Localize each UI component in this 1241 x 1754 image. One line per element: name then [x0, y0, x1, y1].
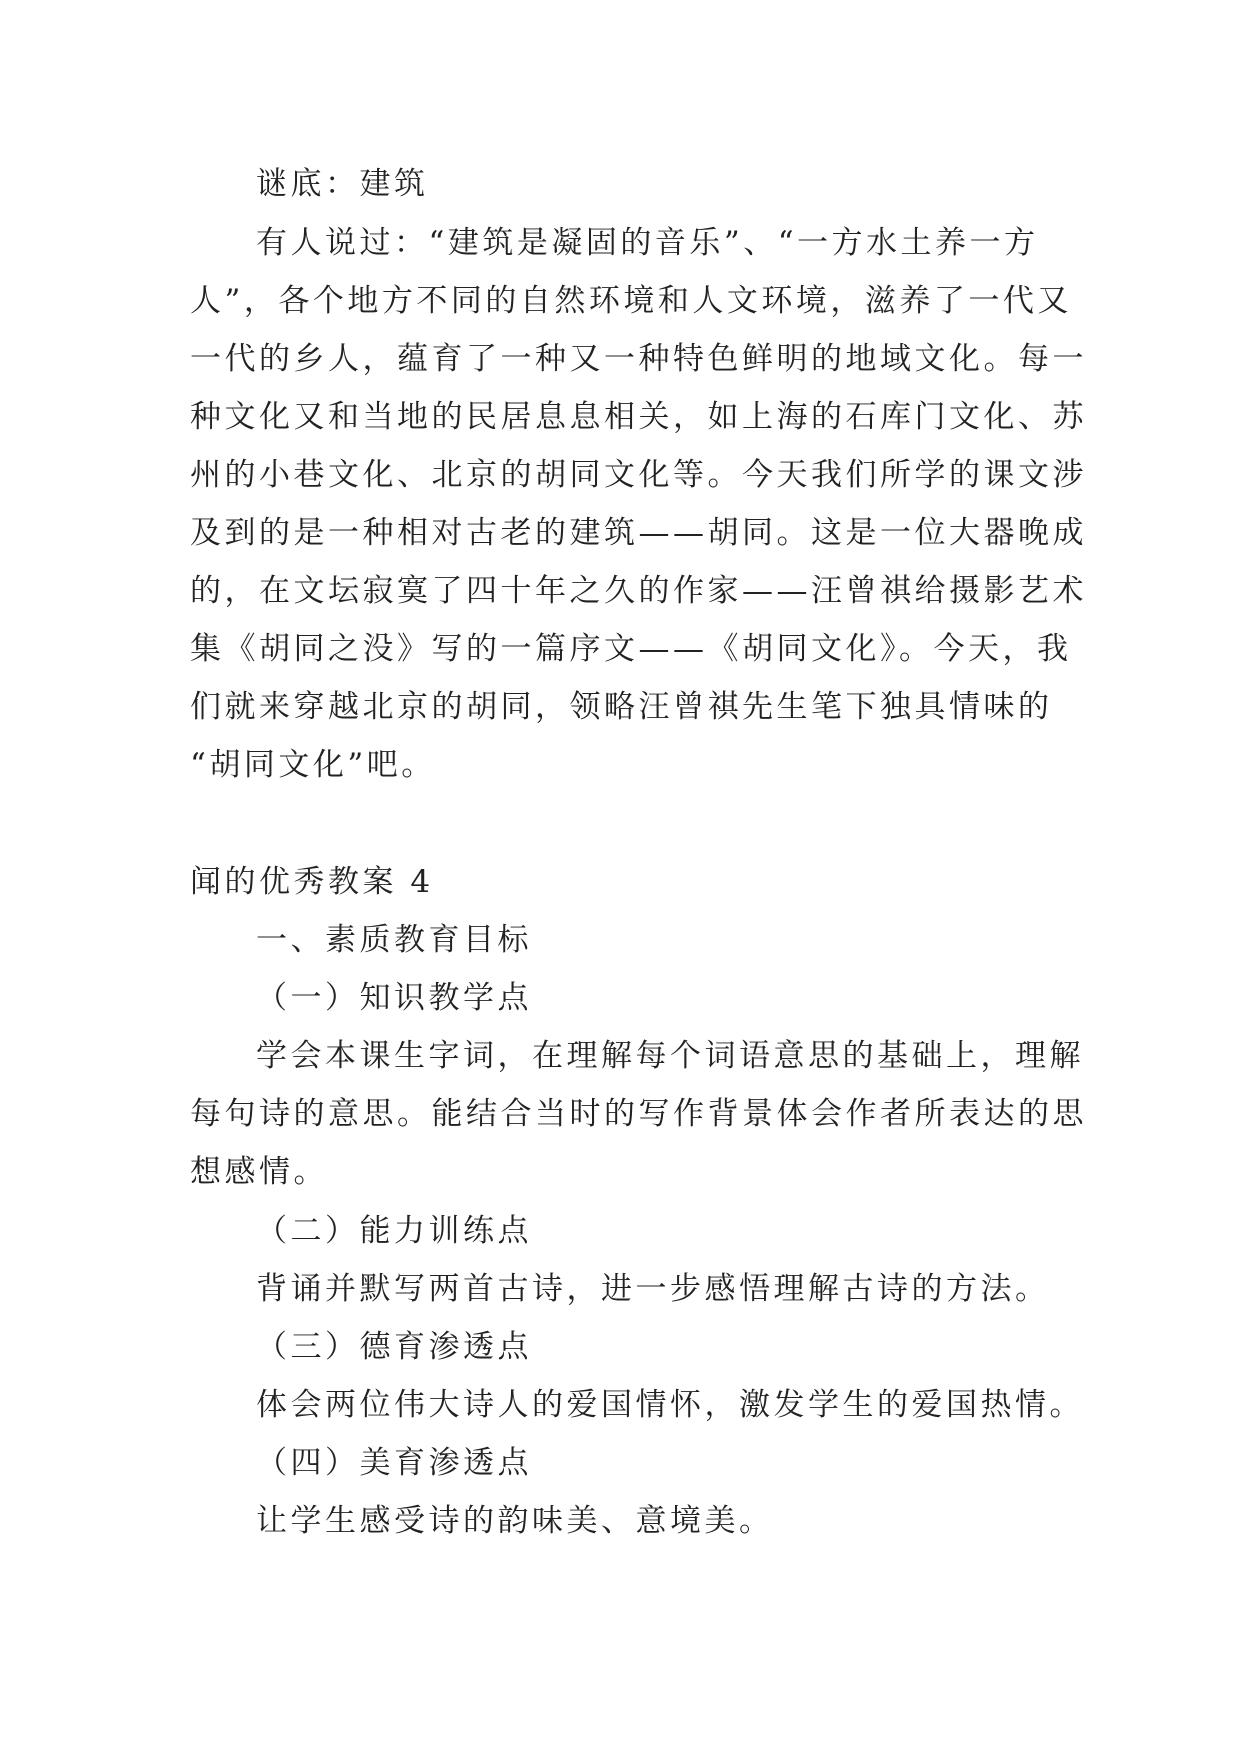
subsection-heading-ability: （二）能力训练点 — [256, 1213, 532, 1249]
paragraph-line: 州的小巷文化、北京的胡同文化等。今天我们所学的课文涉 — [190, 457, 1087, 493]
paragraph-line: 一代的乡人，蕴育了一种又一种特色鲜明的地域文化。每一 — [190, 341, 1087, 377]
paragraph-line: 种文化又和当地的民居息息相关，如上海的石库门文化、苏 — [190, 399, 1087, 435]
paragraph-line: “胡同文化”吧。 — [190, 747, 436, 783]
paragraph-line: 人”，各个地方不同的自然环境和人文环境，滋养了一代又 — [190, 283, 1072, 319]
aesthetic-text: 让学生感受诗的韵味美、意境美。 — [256, 1503, 774, 1539]
paragraph-line: 及到的是一种相对古老的建筑——胡同。这是一位大器晚成 — [190, 515, 1087, 551]
moral-text: 体会两位伟大诗人的爱国情怀，激发学生的爱国热情。 — [256, 1387, 1084, 1423]
subsection-heading-aesthetic: （四）美育渗透点 — [256, 1445, 532, 1481]
ability-text: 背诵并默写两首古诗，进一步感悟理解古诗的方法。 — [256, 1271, 1050, 1307]
knowledge-line: 每句诗的意思。能结合当时的写作背景体会作者所表达的思 — [190, 1096, 1087, 1132]
paragraph-line: 集《胡同之没》写的一篇序文——《胡同文化》。今天，我 — [190, 631, 1072, 667]
subsection-heading-moral: （三）德育渗透点 — [256, 1329, 532, 1365]
paragraph-line: 有人说过：“建筑是凝固的音乐”、“一方水土养一方 — [256, 225, 1039, 261]
paragraph-line: 的，在文坛寂寞了四十年之久的作家——汪曾祺给摄影艺术 — [190, 573, 1087, 609]
paragraph-line: 们就来穿越北京的胡同，领略汪曾祺先生笔下独具情味的 — [190, 689, 1053, 725]
subsection-heading-knowledge: （一）知识教学点 — [256, 980, 532, 1016]
knowledge-line: 想感情。 — [190, 1154, 328, 1190]
section-heading: 一、素质教育目标 — [256, 922, 532, 958]
lesson-title: 闻的优秀教案 4 — [190, 864, 434, 900]
riddle-answer: 谜底：建筑 — [256, 166, 429, 202]
knowledge-line: 学会本课生字词，在理解每个词语意思的基础上，理解 — [256, 1038, 1084, 1074]
